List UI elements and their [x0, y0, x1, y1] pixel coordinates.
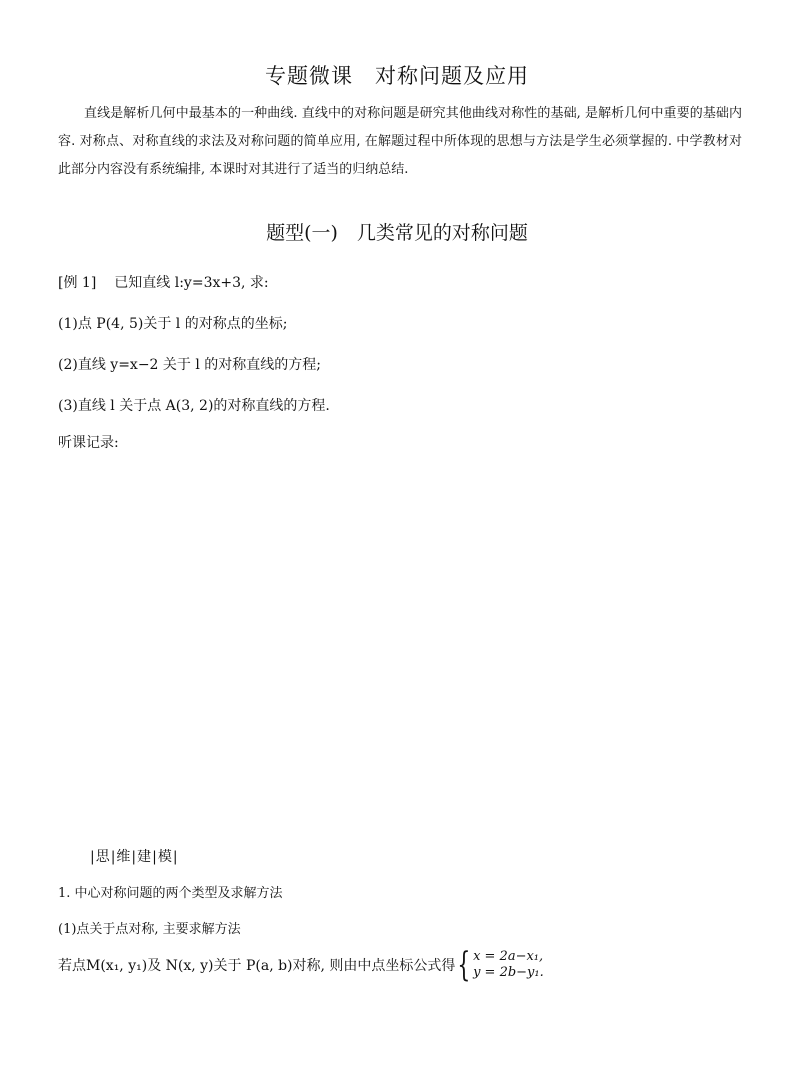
- example-stem-line: [58, 272, 269, 292]
- equation-system: [473, 949, 544, 981]
- formula-line: [58, 945, 544, 985]
- formula-text: 若点M(x₁, y₁)及 N(x, y)关于 P(a, b)对称, 则由中点坐标公式得: [58, 958, 456, 974]
- example-label: [例 1]: [58, 275, 97, 291]
- example-stem: 已知直线 l:y=3x+3, 求:: [114, 275, 269, 291]
- question-3: (3)直线 l 关于点 A(3, 2)的对称直线的方程.: [58, 398, 330, 414]
- intro-paragraph: 直线是解析几何中最基本的一种曲线. 直线中的对称问题是研究其他曲线对称性的基础, 是解析几何中重要的基础内容. 对称点、对称直线的求法及对称问题的简单应用, 在解题过程中所体现的思想与方法是学生必须掌握的. 中学教材对此部分内容没有系统编排, 本课时对其进行了适当的归纳总结.: [58, 106, 742, 177]
- question-1: (1)点 P(4, 5)关于 l 的对称点的坐标;: [58, 316, 288, 332]
- brace-symbol: {: [457, 945, 471, 985]
- notes-label: 听课记录:: [58, 435, 119, 451]
- section-heading: 题型(一) 几类常见的对称问题: [266, 222, 528, 244]
- modeling-label: |思|维|建|模|: [90, 849, 179, 865]
- page-title: 专题微课 对称问题及应用: [265, 64, 529, 88]
- question-2: (2)直线 y=x−2 关于 l 的对称直线的方程;: [58, 357, 321, 373]
- method-heading: 1. 中心对称问题的两个类型及求解方法: [58, 886, 283, 901]
- method-sub1: (1)点关于点对称, 主要求解方法: [58, 922, 241, 937]
- equation-1: x = 2a−x₁,: [473, 949, 544, 964]
- equation-2: y = 2b−y₁.: [473, 965, 544, 980]
